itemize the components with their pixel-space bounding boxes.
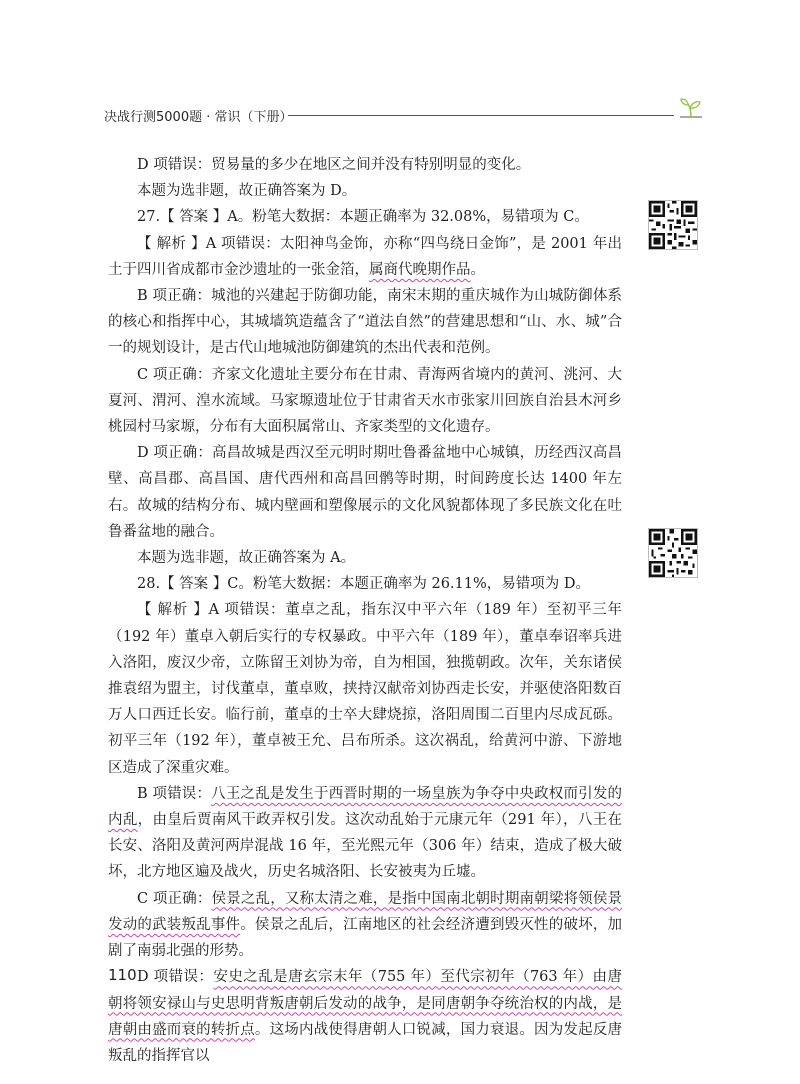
underlined-text: 属商代晚期作品 [369,261,471,278]
analysis-text: 。侯景之乱后，江南地区的社会经济遭到毁灭性的破坏，加剧了南弱北强的形势。 [108,916,623,960]
answer-stats: 粉笔大数据：本题正确率为 26.11%，易错项为 D。 [252,576,591,593]
answer-line-28 [108,571,622,597]
analysis-c-27: C 项正确：齐家文化遗址主要分布在甘肃、青海两省境内的黄河、洮河、大夏河、渭河、湟水流域。马家塬遗址位于甘肃省天水市张家川回族自治县木河乡桃园村马家塬，分布有大面积属常山、齐家类型的文化遗存。 [108,366,622,436]
punctuation: 。 [470,261,485,278]
analysis-c-28 [108,886,622,965]
analysis-label: 【 解析 】 [137,235,206,252]
option-prefix: C 项正确： [137,890,212,907]
answer-stats: 粉笔大数据：本题正确率为 32.08%，易错项为 C。 [252,209,589,226]
answer-label: 27.【 答案 】A。 [137,209,253,226]
underlined-text: 侯景之乱，又称太清之难，是指中国南北朝时期南朝梁将领侯景发动的武装叛乱事件 [108,890,622,933]
option-prefix: B 项错误： [137,785,212,802]
qr-code-icon[interactable] [648,200,698,250]
analysis-b-28 [108,781,622,886]
answer-label: 28.【 答案 】C。 [137,576,253,593]
paragraph: 本题为选非题，故正确答案为 D。 [137,183,357,200]
analysis-text: 。这场内战使得唐朝人口锐减，国力衰退。因为发起反唐叛乱的指挥官以 [108,1021,623,1064]
header-rule [288,115,674,116]
sprout-icon [676,97,706,123]
qr-code-icon[interactable] [648,528,698,578]
conclusion-27: 本题为选非题，故正确答案为 A。 [137,550,356,567]
book-title: 决战行测5000题 · 常识（下册） [104,110,293,125]
running-header [104,99,704,127]
analysis-label: 【 解析 】 [137,602,209,619]
page-number: 110 [108,966,137,984]
option-prefix: D 项错误： [137,969,214,986]
analysis-a-27 [108,231,622,283]
answer-line-27 [108,204,622,230]
analysis-a-28 [108,597,622,780]
analysis-d-28 [108,964,622,1069]
analysis-text: A 项错误：太阳神鸟金饰，亦称“四鸟绕日金饰”，是 2001 年出土于四川省成都市金沙遗址的一张金箔， [108,235,622,278]
analysis-text: ，由皇后贾南风干政弄权引发。这次动乱始于元康元年（291 年），八王在长安、洛阳及黄河两岸混战 16 年，至光熙元年（306 年）结束，造成了极大破坏，北方地区遍及战火，历史名城洛阳、长安被夷为丘墟。 [108,812,622,881]
analysis-text: A 项错误：董卓之乱，指东汉中平六年（189 年）至初平三年（192 年）董卓入朝后实行的专权暴政。中平六年（189 年），董卓奉诏率兵进入洛阳，废汉少帝，立陈留王刘协为帝，自为相国，独揽朝政。次年，关东诸侯推袁绍为盟主，讨伐董卓，董卓败，挟持汉献帝刘协西走长安，并驱使洛阳数百万人口西迁长安。临行前，董卓的士卒大肆烧掠，洛阳周围二百里内尽成瓦砾。初平三年（192 年），董卓被王允、吕布所杀。这次祸乱，给黄河中游、下游地区造成了深重灾难。 [108,602,622,776]
underlined-text: 八王之乱是发生于西晋时期的一场皇族为争夺中央政权而引发的内乱 [108,785,623,829]
paragraph: D 项错误：贸易量的多少在地区之间并没有特别明显的变化。 [137,157,531,173]
underlined-text: 安史之乱是唐玄宗末年（755 年）至代宗初年（763 年）由唐朝将领安禄山与史思明背叛唐朝后发动的战争，是同唐朝争夺统治权的内战，是唐朝由盛而衰的转折点 [108,969,622,1038]
analysis-b-27: B 项正确：城池的兴建起于防御功能，南宋末期的重庆城作为山城防御体系的核心和指挥中心，其城墙筑造蕴含了“道法自然”的营建思想和“山、水、城”合一的规划设计，是古代山地城池防御建筑的杰出代表和范例。 [108,288,622,357]
page-body [108,152,622,1069]
analysis-d-27: D 项正确：高昌故城是西汉至元明时期吐鲁番盆地中心城镇，历经西汉高昌壁、高昌郡、高昌国、唐代西州和高昌回鹘等时期，时间跨度长达 1400 年左右。故城的结构分布、城内壁画和塑像展示的文化风貌都体现了多民族文化在吐鲁番盆地的融合。 [108,445,622,540]
